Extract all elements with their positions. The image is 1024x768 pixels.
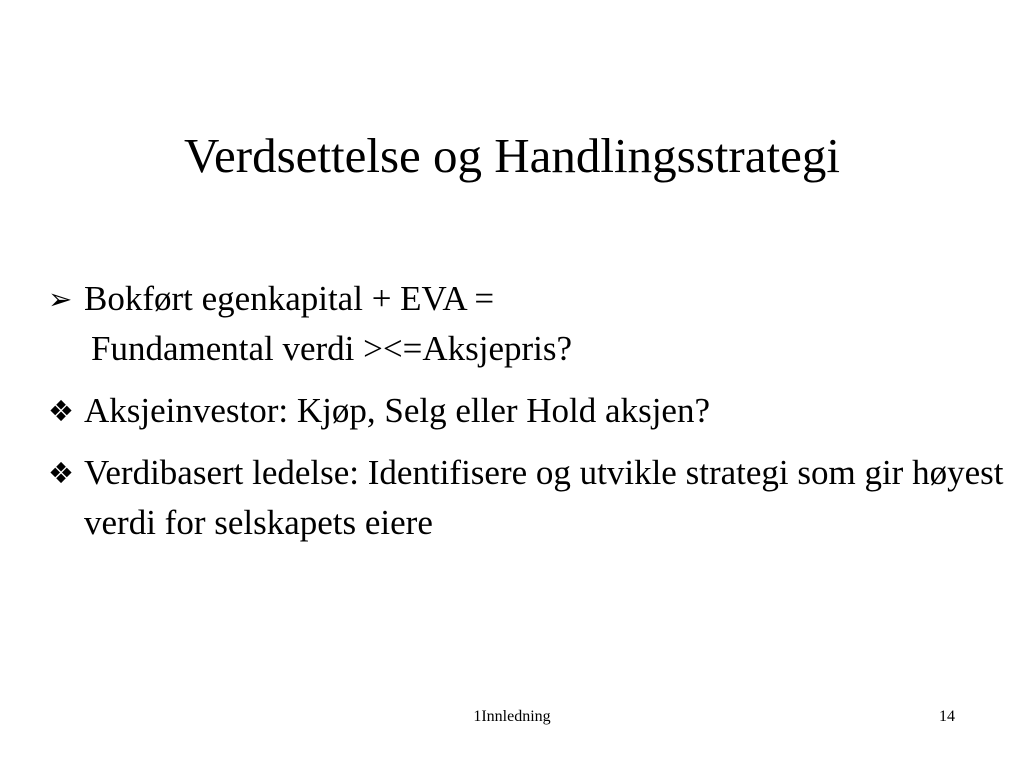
bullet-item	[46, 274, 1006, 324]
diamond-bullet-icon: ❖	[48, 394, 74, 428]
footer-label: 1Innledning	[473, 708, 551, 725]
bullet-text: Bokført egenkapital + EVA =	[84, 279, 495, 318]
bullet-list	[46, 274, 1006, 560]
arrow-bullet-icon: ➢	[48, 282, 73, 316]
diamond-bullet-icon: ❖	[48, 456, 74, 490]
bullet-text: Verdibasert ledelse: Identifisere og utvikle strategi som gir høyest verdi for selskapets eiere	[84, 453, 1004, 542]
bullet-text: Fundamental verdi ><=Aksjepris?	[91, 329, 573, 368]
bullet-item	[46, 386, 1006, 436]
slide-title: Verdsettelse og Handlingsstrategi	[184, 128, 840, 183]
bullet-continuation	[46, 324, 1006, 374]
bullet-text: Aksjeinvestor: Kjøp, Selg eller Hold aksjen?	[84, 391, 710, 430]
bullet-item	[46, 448, 1006, 548]
page-number: 14	[939, 708, 955, 725]
